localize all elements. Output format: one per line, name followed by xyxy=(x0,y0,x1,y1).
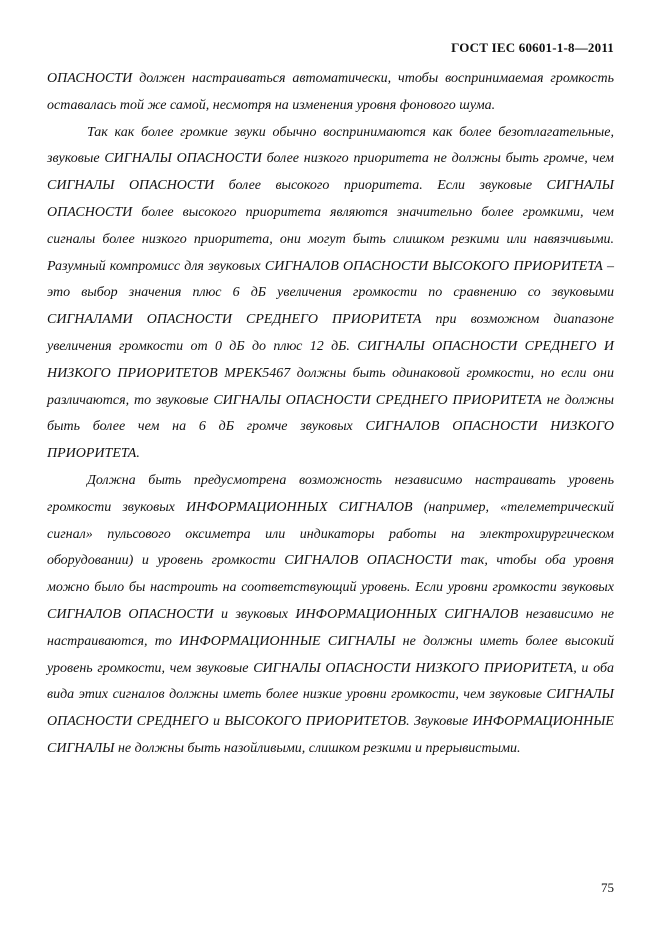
standard-header: ГОСТ IEC 60601-1-8—2011 xyxy=(451,40,614,55)
body-text xyxy=(47,66,614,763)
paragraph-alarm-priority-volume: Так как более громкие звуки обычно воспринимаются как более безотлагательные, звуковые СИГНАЛЫ ОПАСНОСТИ более низкого приоритета не должны быть громче, чем СИГНАЛЫ ОПАСНОСТИ более высокого приоритета. Если звуковые СИГНАЛЫ ОПАСНОСТИ более высокого приоритета являются значительно более громкими, чем сигналы более низкого приоритета, они могут быть слишком резкими или навязчивыми. Разумный компромисс для звуковых СИГНАЛОВ ОПАСНОСТИ ВЫСОКОГО ПРИОРИТЕТА – это выбор значения плюс 6 дБ увеличения громкости по сравнению со звуковыми СИГНАЛАМИ ОПАСНОСТИ СРЕДНЕГО ПРИОРИТЕТА при возможном диапазоне увеличения громкости от 0 дБ до плюс 12 дБ. СИГНАЛЫ ОПАСНОСТИ СРЕДНЕГО И НИЗКОГО ПРИОРИТЕТОВ МРЕК5467 должны быть одинаковой громкости, но если они различаются, то звуковые СИГНАЛЫ ОПАСНОСТИ СРЕДНЕГО ПРИОРИТЕТА не должны быть более чем на 6 дБ громче звуковых СИГНАЛОВ ОПАСНОСТИ НИЗКОГО ПРИОРИТЕТА. xyxy=(47,124,614,462)
paragraph-continuation: ОПАСНОСТИ должен настраиваться автоматически, чтобы воспринимаемая громкость оставалась той же самой, несмотря на изменения уровня фонового шума. xyxy=(47,71,614,113)
paragraph-information-signal-volume: Должна быть предусмотрена возможность независимо настраивать уровень громкости звуковых ИНФОРМАЦИОННЫХ СИГНАЛОВ (например, «телеметрический сигнал» пульсового оксиметра или индикаторы работы на электрохирургическом оборудовании) и уровень громкости СИГНАЛОВ ОПАСНОСТИ так, чтобы оба уровня можно было бы настроить на соответствующий уровень. Если уровни громкости звуковых СИГНАЛОВ ОПАСНОСТИ и звуковых ИНФОРМАЦИОННЫХ СИГНАЛОВ независимо не настраиваются, то ИНФОРМАЦИОННЫЕ СИГНАЛЫ не должны иметь более высокий уровень громкости, чем звуковые СИГНАЛЫ ОПАСНОСТИ НИЗКОГО ПРИОРИТЕТА, и оба вида этих сигналов должны иметь более низкие уровни громкости, чем звуковые СИГНАЛЫ ОПАСНОСТИ СРЕДНЕГО и ВЫСОКОГО ПРИОРИТЕТОВ. Звуковые ИНФОРМАЦИОННЫЕ СИГНАЛЫ не должны быть назойливыми, слишком резкими и прерывистыми. xyxy=(47,472,614,756)
page-number: 75 xyxy=(601,880,614,895)
